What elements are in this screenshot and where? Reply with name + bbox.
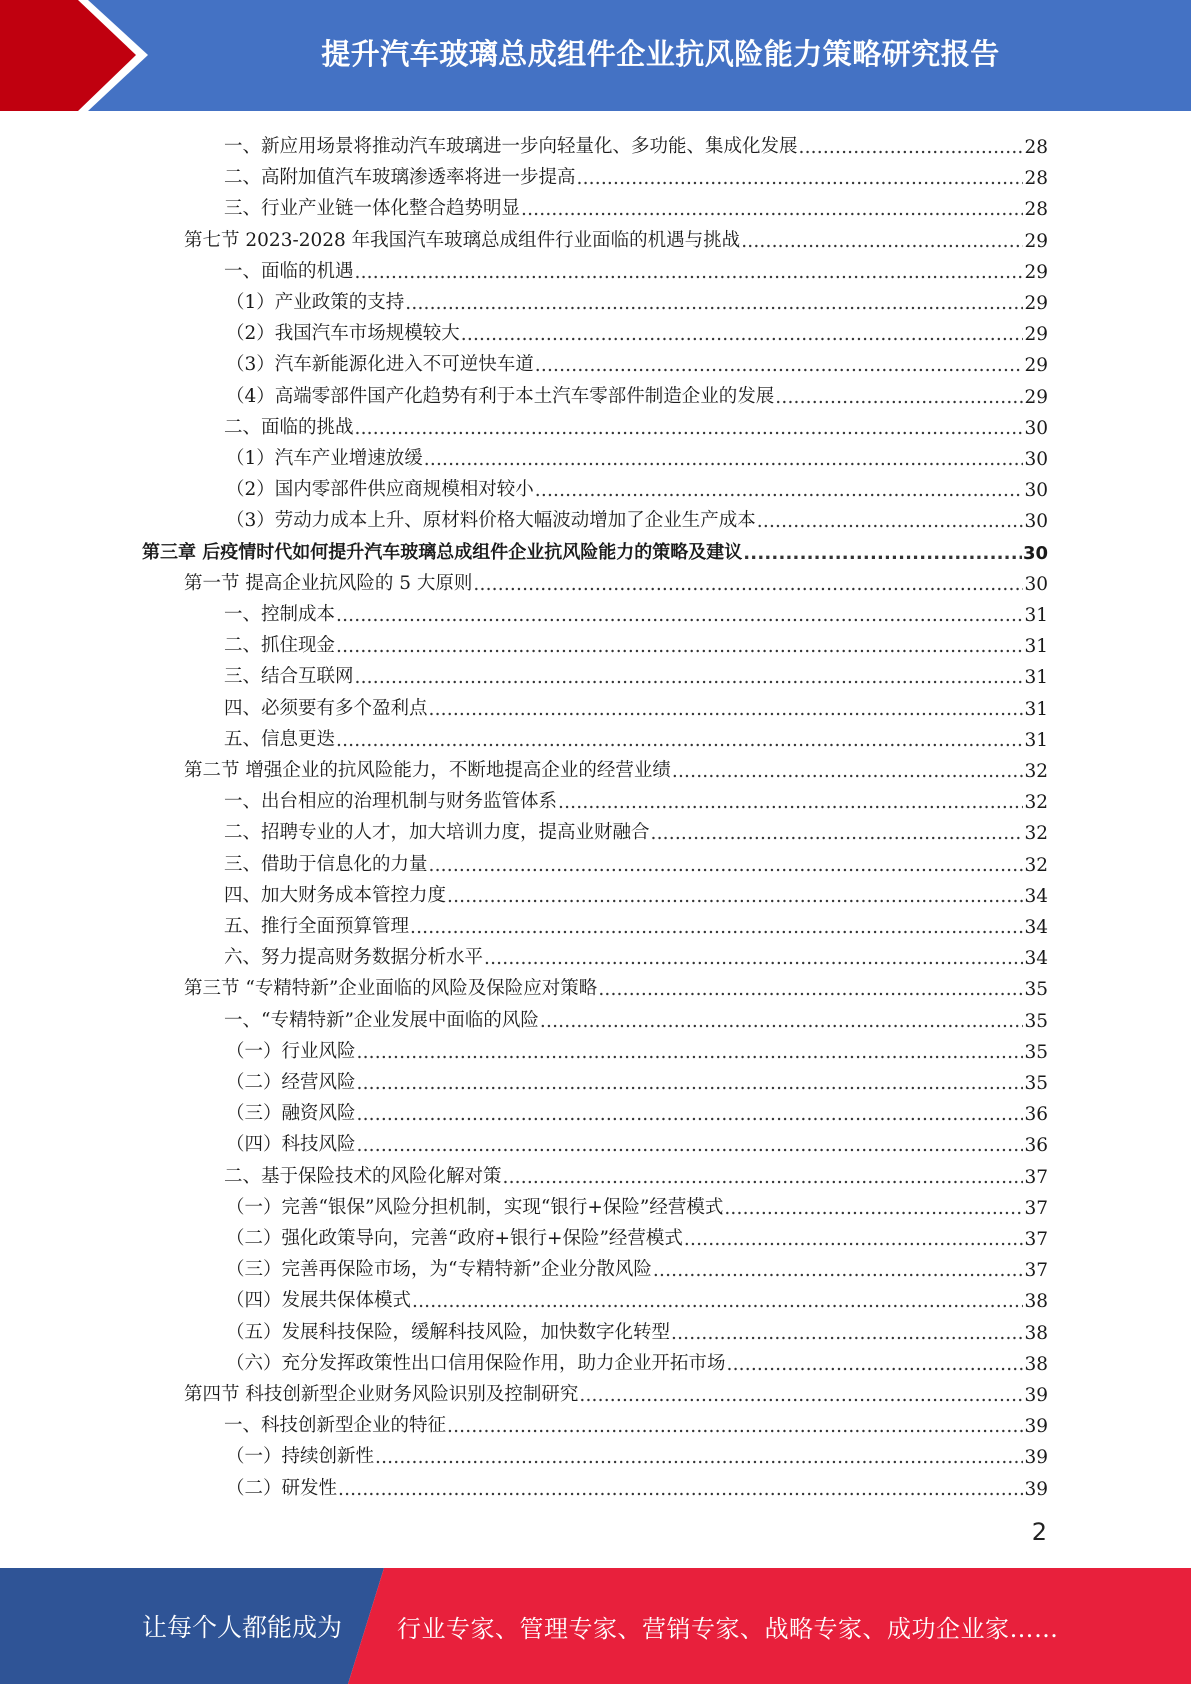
toc-leader-dots xyxy=(357,1072,1024,1094)
toc-entry-title: 四、加大财务成本管控力度 xyxy=(224,884,447,906)
toc-subsection-entry[interactable] xyxy=(226,1188,1048,1219)
toc-subsection-entry[interactable] xyxy=(224,876,1048,907)
toc-leader-dots xyxy=(473,573,1023,595)
toc-leader-dots xyxy=(355,261,1024,283)
toc-leader-dots xyxy=(447,885,1023,907)
toc-page-number: 32 xyxy=(1024,823,1048,845)
toc-subsection-entry[interactable] xyxy=(226,1281,1048,1312)
toc-leader-dots xyxy=(412,1290,1023,1312)
toc-subsection-entry[interactable] xyxy=(226,501,1048,532)
toc-subsection-entry[interactable] xyxy=(226,1469,1048,1500)
toc-subsection-entry[interactable] xyxy=(224,689,1048,720)
toc-section-entry[interactable] xyxy=(184,564,1048,595)
toc-page-number: 29 xyxy=(1024,386,1048,408)
toc-entry-title: 三、借助于信息化的力量 xyxy=(224,853,428,875)
toc-leader-dots xyxy=(429,698,1024,720)
toc-leader-dots xyxy=(355,666,1024,688)
toc-page-number: 31 xyxy=(1024,729,1048,751)
toc-subsection-entry[interactable] xyxy=(226,1032,1048,1063)
toc-page-number: 30 xyxy=(1024,417,1048,439)
toc-leader-dots xyxy=(535,479,1024,501)
toc-page-number: 29 xyxy=(1024,355,1048,377)
toc-page-number: 37 xyxy=(1024,1166,1048,1188)
toc-page-number: 29 xyxy=(1024,293,1048,314)
toc-page-number: 30 xyxy=(1024,511,1048,533)
toc-leader-dots xyxy=(336,604,1023,626)
toc-page-number: 28 xyxy=(1024,199,1048,221)
toc-leader-dots xyxy=(672,760,1024,782)
page-header xyxy=(0,0,1191,111)
toc-leader-dots xyxy=(651,822,1024,844)
toc-subsection-entry[interactable] xyxy=(226,314,1048,345)
toc-section-entry[interactable] xyxy=(184,221,1048,252)
toc-entry-title: 五、推行全面预算管理 xyxy=(224,916,410,937)
toc-section-entry[interactable] xyxy=(184,1375,1048,1406)
toc-subsection-entry[interactable] xyxy=(226,1063,1048,1094)
toc-subsection-entry[interactable] xyxy=(224,845,1048,876)
toc-leader-dots xyxy=(338,1478,1023,1500)
toc-subsection-entry[interactable] xyxy=(226,377,1048,408)
toc-subsection-entry[interactable] xyxy=(226,1313,1048,1344)
toc-page-number: 36 xyxy=(1024,1135,1048,1157)
toc-entry-title: （一）持续创新性 xyxy=(226,1446,375,1468)
toc-subsection-entry[interactable] xyxy=(226,1250,1048,1281)
toc-page-number: 30 xyxy=(1022,542,1048,564)
toc-entry-title: 一、面临的机遇 xyxy=(224,260,354,282)
toc-entry-title: 三、结合互联网 xyxy=(224,666,354,688)
toc-page-number: 31 xyxy=(1024,698,1048,720)
toc-leader-dots xyxy=(558,791,1023,813)
toc-subsection-entry[interactable] xyxy=(226,1344,1048,1375)
toc-page-number: 31 xyxy=(1024,636,1048,658)
toc-leader-dots xyxy=(375,1446,1023,1468)
toc-subsection-entry[interactable] xyxy=(224,595,1048,626)
toc-subsection-entry[interactable] xyxy=(226,345,1048,376)
toc-subsection-entry[interactable] xyxy=(226,1437,1048,1468)
toc-leader-dots xyxy=(424,448,1024,470)
toc-subsection-entry[interactable] xyxy=(224,813,1048,844)
toc-page-number: 35 xyxy=(1024,979,1048,1001)
toc-page-number: 37 xyxy=(1024,1229,1048,1250)
toc-page-number: 39 xyxy=(1024,1447,1048,1469)
toc-page-number: 32 xyxy=(1024,792,1048,814)
toc-leader-dots xyxy=(684,1228,1024,1250)
page-footer xyxy=(0,1568,1191,1684)
toc-page-number: 32 xyxy=(1024,854,1048,876)
toc-leader-dots xyxy=(743,542,1022,564)
page-number: 2 xyxy=(1031,1518,1047,1546)
toc-subsection-entry[interactable] xyxy=(224,1406,1048,1437)
toc-page-number: 35 xyxy=(1024,1010,1048,1032)
toc-leader-dots xyxy=(598,978,1023,1000)
toc-entry-title: （3）汽车新能源化进入不可逆快车道 xyxy=(226,354,534,376)
toc-subsection-entry[interactable] xyxy=(224,252,1048,283)
toc-leader-dots xyxy=(540,1010,1024,1032)
toc-page-number: 30 xyxy=(1024,480,1048,502)
toc-leader-dots xyxy=(429,854,1024,876)
toc-subsection-entry[interactable] xyxy=(226,283,1048,314)
toc-entry-title: （一）完善“银保”风险分担机制，实现“银行+保险”经营模式 xyxy=(226,1196,724,1218)
toc-leader-dots xyxy=(521,198,1023,220)
toc-leader-dots xyxy=(671,1322,1023,1344)
toc-page-number: 28 xyxy=(1024,168,1048,190)
toc-entry-title: （二）强化政策导向，完善“政府+银行+保险”经营模式 xyxy=(226,1228,683,1249)
toc-entry-title: 二、面临的挑战 xyxy=(224,416,354,438)
toc-section-entry[interactable] xyxy=(184,969,1048,1000)
toc-leader-dots xyxy=(355,417,1024,439)
toc-entry-title: （2）我国汽车市场规模较大 xyxy=(226,323,460,345)
toc-page-number: 37 xyxy=(1024,1197,1048,1219)
toc-entry-title: （1）汽车产业增速放缓 xyxy=(226,448,423,469)
toc-page-number: 38 xyxy=(1024,1291,1048,1313)
toc-page-number: 31 xyxy=(1024,605,1048,626)
toc-leader-dots xyxy=(741,230,1023,252)
toc-entry-title: 一、出台相应的治理机制与财务监管体系 xyxy=(224,791,558,813)
toc-entry-title: （四）科技风险 xyxy=(226,1134,356,1156)
toc-entry-title: （4）高端零部件国产化趋势有利于本土汽车零部件制造企业的发展 xyxy=(226,385,775,407)
toc-entry-title: 第一节 提高企业抗风险的 5 大原则 xyxy=(184,572,473,594)
toc-entry-title: 一、科技创新型企业的特征 xyxy=(224,1415,447,1437)
toc-entry-title: 二、招聘专业的人才，加大培训力度，提高业财融合 xyxy=(224,822,650,844)
toc-page-number: 34 xyxy=(1024,948,1048,970)
toc-page-number: 36 xyxy=(1024,1104,1048,1126)
toc-leader-dots xyxy=(405,292,1023,314)
toc-entry-title: （三）融资风险 xyxy=(226,1103,356,1125)
toc-entry-title: 三、行业产业链一体化整合趋势明显 xyxy=(224,198,521,220)
toc-leader-dots xyxy=(336,729,1023,751)
toc-leader-dots xyxy=(799,136,1024,158)
toc-subsection-entry[interactable] xyxy=(224,938,1048,969)
footer-slogan-left: 让每个人都能成为 xyxy=(142,1613,343,1642)
toc-subsection-entry[interactable] xyxy=(224,657,1048,688)
toc-leader-dots xyxy=(757,510,1024,532)
toc-entry-title: 第四节 科技创新型企业财务风险识别及控制研究 xyxy=(184,1384,579,1405)
toc-entry-title: 一、控制成本 xyxy=(224,604,336,625)
toc-leader-dots xyxy=(503,1166,1024,1188)
toc-leader-dots xyxy=(410,916,1023,938)
toc-subsection-entry[interactable] xyxy=(224,720,1048,751)
toc-page-number: 30 xyxy=(1024,573,1048,595)
toc-page-number: 31 xyxy=(1024,667,1048,689)
toc-entry-title: （2）国内零部件供应商规模相对较小 xyxy=(226,479,534,501)
toc-page-number: 38 xyxy=(1024,1353,1048,1375)
toc-entry-title: （四）发展共保体模式 xyxy=(226,1290,412,1312)
toc-subsection-entry[interactable] xyxy=(224,189,1048,220)
toc-entry-title: （二）经营风险 xyxy=(226,1072,356,1093)
toc-leader-dots xyxy=(775,386,1023,408)
toc-page-number: 29 xyxy=(1024,324,1048,346)
toc-entry-title: 六、努力提高财务数据分析水平 xyxy=(224,947,484,969)
toc-entry-title: 五、信息更迭 xyxy=(224,728,336,750)
toc-leader-dots xyxy=(724,1197,1023,1219)
toc-subsection-entry[interactable] xyxy=(224,127,1048,158)
toc-entry-title: 一、新应用场景将推动汽车玻璃进一步向轻量化、多功能、集成化发展 xyxy=(224,136,798,157)
toc-page-number: 29 xyxy=(1024,261,1048,283)
toc-chapter-entry[interactable] xyxy=(142,533,1048,564)
toc-entry-title: 二、抓住现金 xyxy=(224,635,336,657)
toc-leader-dots xyxy=(336,635,1023,657)
toc-leader-dots xyxy=(357,1041,1024,1063)
toc-subsection-entry[interactable] xyxy=(224,626,1048,657)
toc-leader-dots xyxy=(461,323,1024,345)
toc-subsection-entry[interactable] xyxy=(224,158,1048,189)
toc-entry-title: 第二节 增强企业的抗风险能力，不断地提高企业的经营业绩 xyxy=(184,760,671,781)
toc-subsection-entry[interactable] xyxy=(226,1219,1048,1250)
toc-page-number: 35 xyxy=(1024,1041,1048,1063)
footer-slogan-right: 行业专家、管理专家、营销专家、战略专家、成功企业家…… xyxy=(397,1614,1059,1643)
toc-page-number: 29 xyxy=(1024,230,1048,252)
toc-entry-title: 二、高附加值汽车玻璃渗透率将进一步提高 xyxy=(224,167,576,189)
toc-leader-dots xyxy=(484,947,1023,969)
toc-entry-title: （五）发展科技保险，缓解科技风险，加快数字化转型 xyxy=(226,1321,671,1343)
toc-subsection-entry[interactable] xyxy=(224,1157,1048,1188)
toc-entry-title: 四、必须要有多个盈利点 xyxy=(224,697,428,719)
toc-page-number: 39 xyxy=(1024,1478,1048,1500)
toc-section-entry[interactable] xyxy=(184,751,1048,782)
toc-page-number: 30 xyxy=(1024,449,1048,470)
report-title: 提升汽车玻璃总成组件企业抗风险能力策略研究报告 xyxy=(321,36,1000,71)
toc-leader-dots xyxy=(727,1353,1024,1375)
toc-entry-title: 二、基于保险技术的风险化解对策 xyxy=(224,1165,502,1187)
toc-page-number: 28 xyxy=(1024,137,1048,158)
toc-subsection-entry[interactable] xyxy=(224,408,1048,439)
toc-entry-title: 第三章 后疫情时代如何提升汽车玻璃总成组件企业抗风险能力的策略及建议 xyxy=(142,541,743,563)
toc-subsection-entry[interactable] xyxy=(224,782,1048,813)
toc-entry-title: （3）劳动力成本上升、原材料价格大幅波动增加了企业生产成本 xyxy=(226,510,756,532)
toc-entry-title: （三）完善再保险市场，为“专精特新”企业分散风险 xyxy=(226,1259,652,1281)
toc-subsection-entry[interactable] xyxy=(226,439,1048,470)
toc-entry-title: （一）行业风险 xyxy=(226,1040,356,1062)
toc-leader-dots xyxy=(577,167,1024,189)
toc-subsection-entry[interactable] xyxy=(224,907,1048,938)
toc-entry-title: （六）充分发挥政策性出口信用保险作用，助力企业开拓市场 xyxy=(226,1352,726,1374)
toc-subsection-entry[interactable] xyxy=(226,470,1048,501)
toc-page-number: 34 xyxy=(1024,917,1048,938)
toc-entry-title: 第三节 “专精特新”企业面临的风险及保险应对策略 xyxy=(184,978,598,1000)
toc-entry-title: 第七节 2023-2028 年我国汽车玻璃总成组件行业面临的机遇与挑战 xyxy=(184,229,741,251)
toc-page-number: 37 xyxy=(1024,1260,1048,1282)
toc-leader-dots xyxy=(447,1415,1023,1437)
toc-page-number: 32 xyxy=(1024,761,1048,782)
toc-entry-title: 一、“专精特新”企业发展中面临的风险 xyxy=(224,1009,539,1031)
toc-page-number: 34 xyxy=(1024,885,1048,907)
toc-leader-dots xyxy=(579,1384,1023,1406)
toc-leader-dots xyxy=(535,354,1024,376)
toc-page-number: 39 xyxy=(1024,1385,1048,1406)
toc-entry-title: （1）产业政策的支持 xyxy=(226,292,405,313)
toc-entry-title: （二）研发性 xyxy=(226,1477,338,1499)
toc-leader-dots xyxy=(357,1103,1024,1125)
toc-page-number: 38 xyxy=(1024,1322,1048,1344)
toc-leader-dots xyxy=(653,1259,1024,1281)
toc-subsection-entry[interactable] xyxy=(226,1125,1048,1156)
toc-subsection-entry[interactable] xyxy=(226,1094,1048,1125)
toc-subsection-entry[interactable] xyxy=(224,1001,1048,1032)
toc-page-number: 35 xyxy=(1024,1073,1048,1094)
toc-leader-dots xyxy=(357,1134,1024,1156)
toc-page-number: 39 xyxy=(1024,1416,1048,1438)
